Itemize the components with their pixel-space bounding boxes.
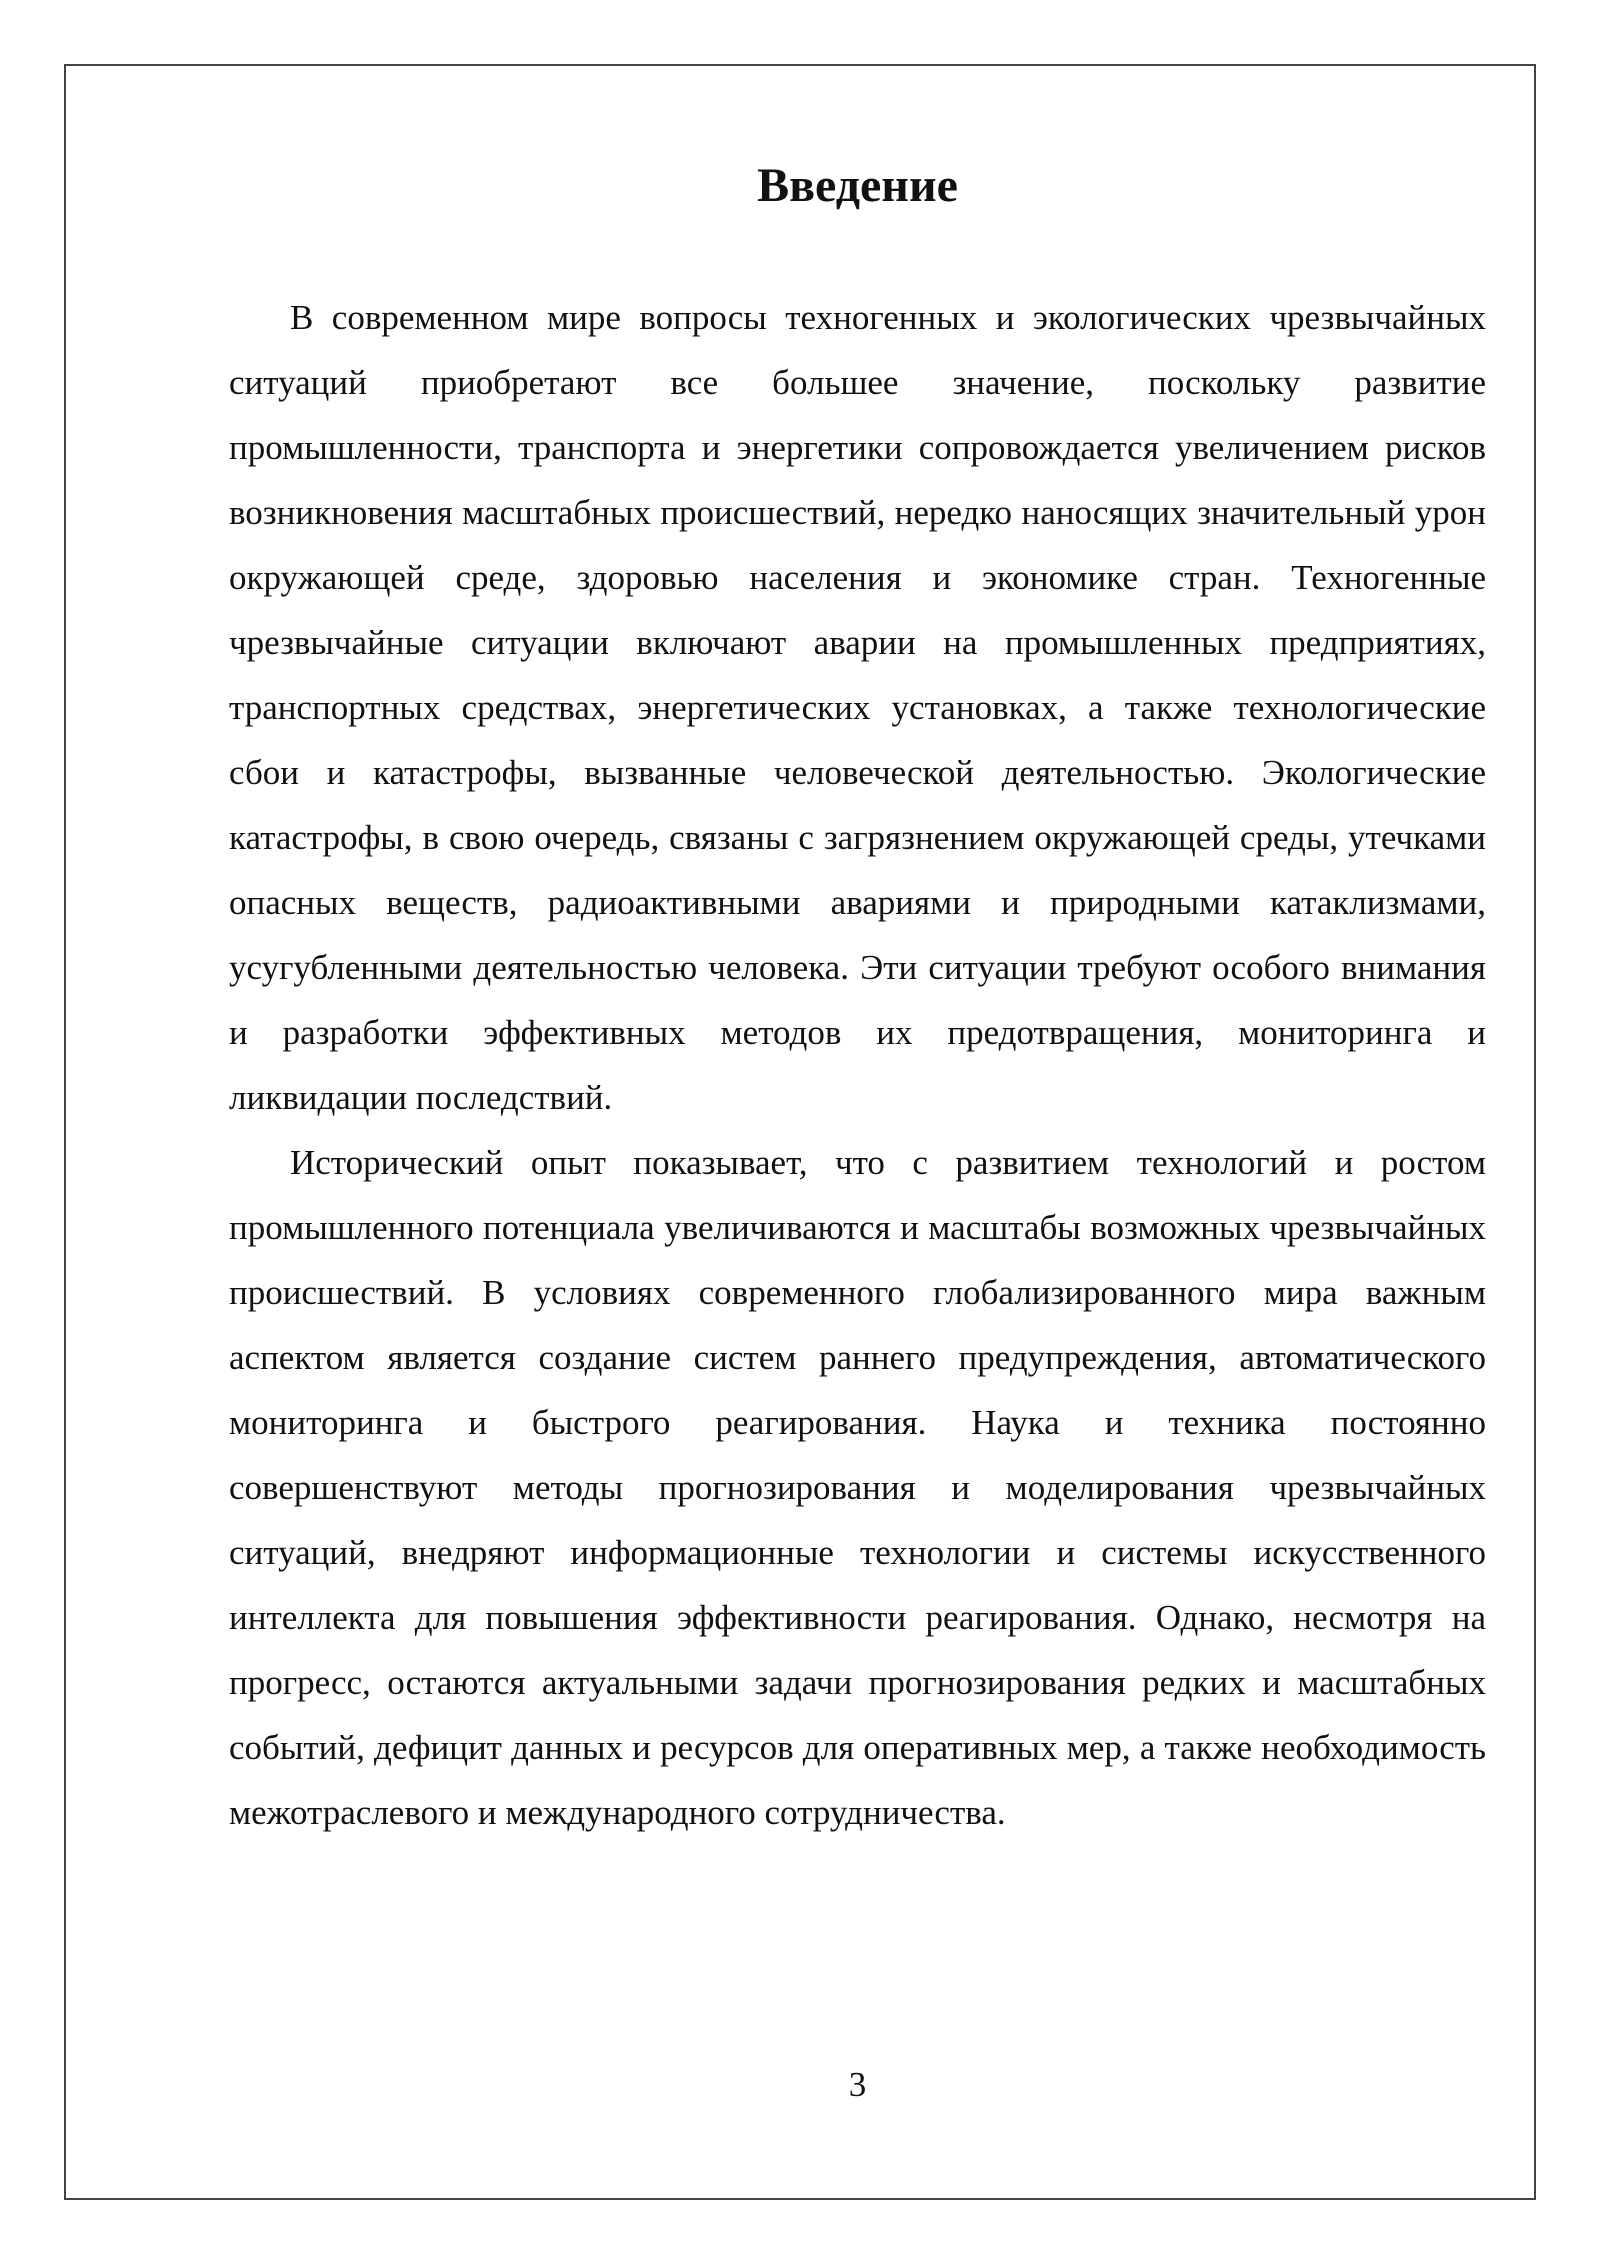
paragraph: Исторический опыт показывает, что с развитием технологий и ростом промышленного потенциала увеличиваются и масштабы возможных чрезвычайных происшествий. В условиях современного глобализированного мира важным аспектом является создание систем раннего предупреждения, автоматического мониторинга и быстрого реагирования. Наука и техника постоянно совершенствуют методы прогнозирования и моделирования чрезвычайных ситуаций, внедряют информационные технологии и системы искусственного интеллекта для повышения эффективности реагирования. Однако, несмотря на прогресс, остаются актуальными задачи прогнозирования редких и масштабных событий, дефицит данных и ресурсов для оперативных мер, а также необходимость межотраслевого и международного сотрудничества. (229, 1143, 1486, 1832)
body-text (229, 285, 1486, 1845)
page-number: 3 (848, 2065, 867, 2104)
paragraph: В современном мире вопросы техногенных и экологических чрезвычайных ситуаций приобретают все большее значение, поскольку развитие промышленности, транспорта и энергетики сопровождается увеличением рисков возникновения масштабных происшествий, нередко наносящих значительный урон окружающей среде, здоровью населения и экономике стран. Техногенные чрезвычайные ситуации включают аварии на промышленных предприятиях, транспортных средствах, энергетических установках, а также технологические сбои и катастрофы, вызванные человеческой деятельностью. Экологические катастрофы, в свою очередь, связаны с загрязнением окружающей среды, утечками опасных веществ, радиоактивными авариями и природными катаклизмами, усугубленными деятельностью человека. Эти ситуации требуют особого внимания и разработки эффективных методов их предотвращения, мониторинга и ликвидации последствий. (229, 298, 1486, 1117)
page-title: Введение (757, 159, 958, 212)
